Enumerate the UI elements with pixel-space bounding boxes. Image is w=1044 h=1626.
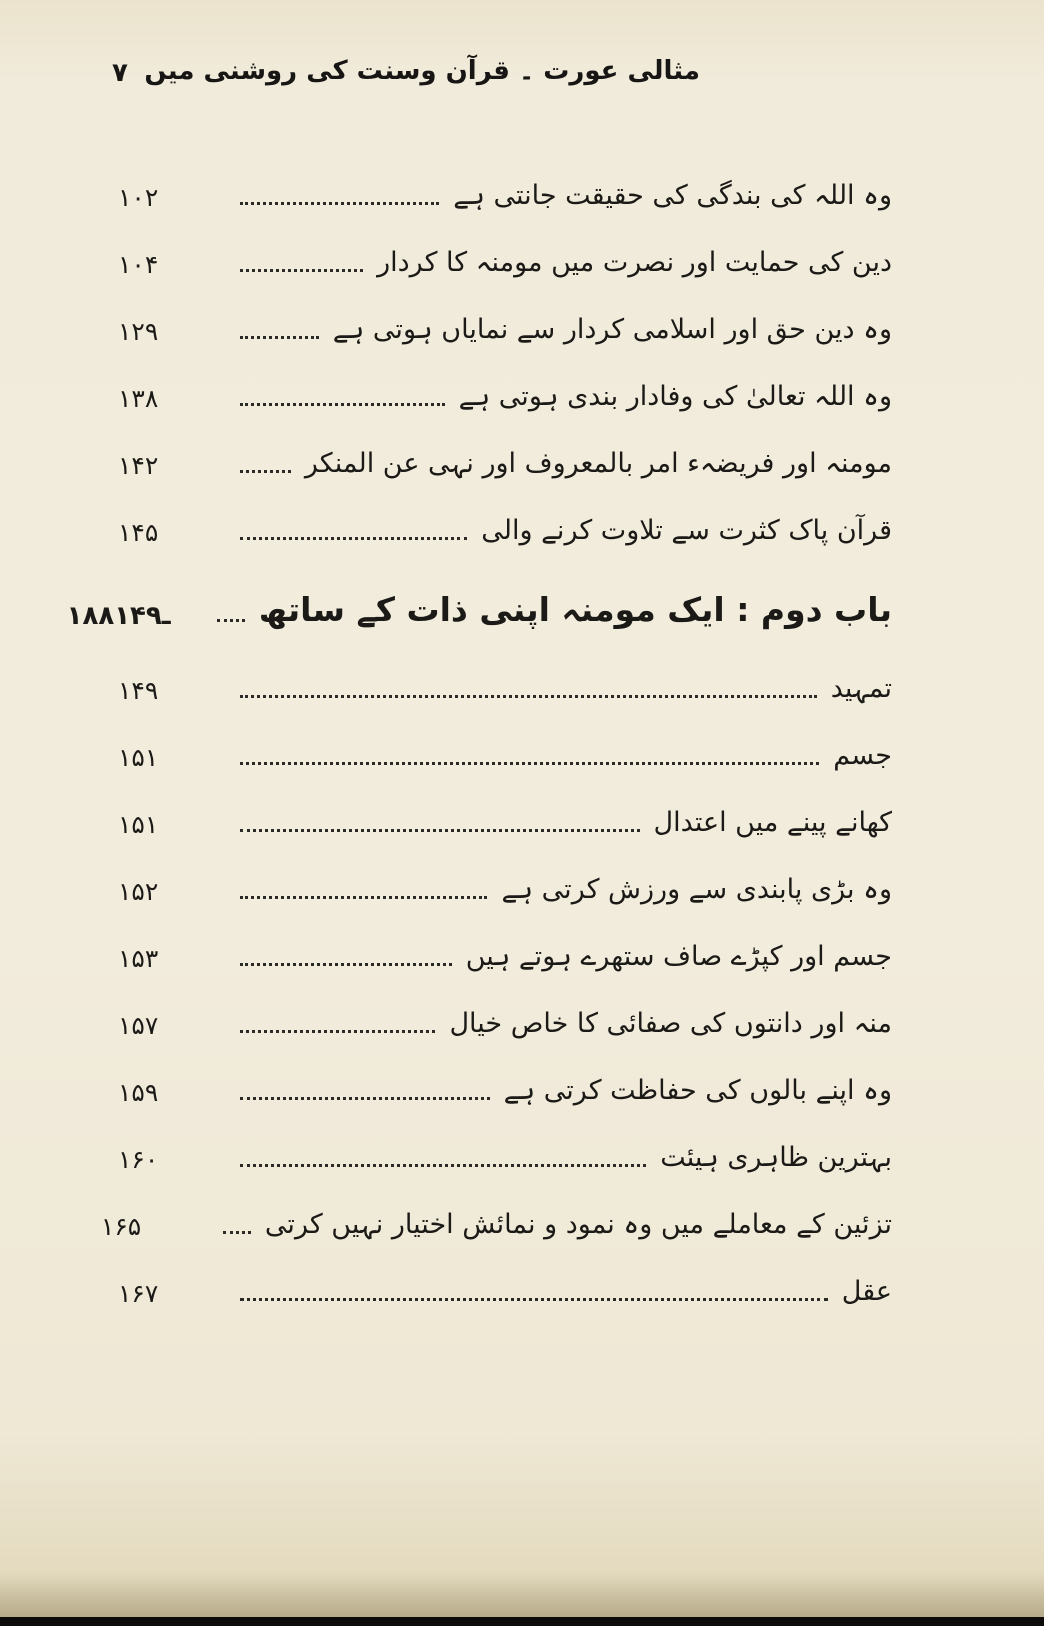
toc-list bbox=[66, 172, 892, 1335]
toc-row bbox=[118, 440, 892, 482]
toc-entry-title: منہ اور دانتوں کی صفائی کا خاص خیال bbox=[449, 1007, 892, 1039]
dotted-leader bbox=[240, 829, 640, 832]
toc-row bbox=[118, 507, 892, 549]
toc-entry-page: ۱۰۴ bbox=[118, 250, 159, 279]
dotted-leader bbox=[240, 1164, 646, 1167]
toc-row bbox=[118, 239, 892, 281]
toc-row bbox=[118, 866, 892, 908]
dotted-leader bbox=[240, 1097, 490, 1100]
toc-entry-page: ۱۶۷ bbox=[118, 1279, 159, 1308]
toc-entry-title: وہ اللہ تعالیٰ کی وفادار بندی ہوتی ہے bbox=[458, 380, 892, 412]
toc-entry-page: ۱۴۵ bbox=[118, 518, 159, 547]
toc-entry-title: تزئین کے معاملے میں وہ نمود و نمائش اختیار نہیں کرتی bbox=[264, 1208, 892, 1240]
dotted-leader bbox=[240, 963, 452, 966]
toc-entry-page: ۱۵۳ bbox=[118, 944, 159, 973]
toc-row bbox=[118, 306, 892, 348]
toc-entry-page: ۱۵۱ bbox=[118, 810, 159, 839]
toc-row bbox=[118, 1134, 892, 1176]
toc-entry-title: عقل bbox=[841, 1275, 892, 1307]
toc-entry-title: جسم bbox=[833, 739, 892, 771]
book-title: مثالی عورت ۔ قرآن وسنت کی روشنی میں bbox=[144, 56, 700, 86]
toc-entry-title: بہترین ظاہری ہیئت bbox=[660, 1141, 892, 1173]
toc-entry-title: وہ اپنے بالوں کی حفاظت کرتی ہے bbox=[503, 1074, 892, 1106]
toc-row bbox=[118, 1268, 892, 1310]
toc-entry-page: ۱۳۸ bbox=[118, 384, 159, 413]
toc-entry-page: ۱۵۷ bbox=[118, 1011, 159, 1040]
toc-entry-page: ۱۶۰ bbox=[118, 1145, 159, 1174]
dotted-leader bbox=[240, 269, 363, 272]
running-header bbox=[0, 56, 1044, 102]
toc-entry-title: وہ بڑی پابندی سے ورزش کرتی ہے bbox=[501, 873, 892, 905]
toc-entry-page: ۱۰۲ bbox=[118, 183, 159, 212]
toc-entry-title: باب دوم : ایک مومنہ اپنی ذات کے ساتھ bbox=[258, 590, 892, 630]
dotted-leader bbox=[240, 896, 487, 899]
toc-entry-title: جسم اور کپڑے صاف ستھرے ہوتے ہیں bbox=[465, 940, 892, 972]
dotted-leader bbox=[240, 470, 291, 473]
toc-entry-title: دین کی حمایت اور نصرت میں مومنہ کا کردار bbox=[377, 246, 892, 278]
toc-entry-page: ۱۴۹ bbox=[118, 676, 159, 705]
toc-row bbox=[66, 581, 892, 633]
toc-row bbox=[118, 172, 892, 214]
dotted-leader bbox=[240, 1030, 435, 1033]
toc-entry-page: ۱۲۹ bbox=[118, 317, 159, 346]
toc-row bbox=[118, 799, 892, 841]
toc-entry-title: وہ اللہ کی بندگی کی حقیقت جانتی ہے bbox=[453, 179, 892, 211]
dotted-leader bbox=[240, 762, 819, 765]
toc-entry-title: کھانے پینے میں اعتدال bbox=[653, 806, 892, 838]
toc-entry-page: ۱۸۸ـ۱۴۹ bbox=[66, 600, 171, 631]
page-number: ۷ bbox=[112, 58, 128, 88]
toc-entry-page: ۱۶۵ bbox=[100, 1212, 142, 1241]
toc-row bbox=[118, 665, 892, 707]
dotted-leader bbox=[240, 537, 467, 540]
scan-edge bbox=[0, 1617, 1044, 1626]
dotted-leader bbox=[240, 695, 817, 698]
toc-row bbox=[118, 933, 892, 975]
scan-shadow bbox=[0, 1571, 1044, 1617]
toc-entry-title: مومنہ اور فریضہء امر بالمعروف اور نہی عن المنکر bbox=[304, 447, 892, 479]
toc-entry-title: قرآن پاک کثرت سے تلاوت کرنے والی bbox=[481, 514, 892, 546]
toc-row bbox=[118, 732, 892, 774]
toc-entry-page: ۱۵۲ bbox=[118, 877, 159, 906]
dotted-leader bbox=[240, 202, 439, 205]
dotted-leader bbox=[223, 1231, 251, 1234]
dotted-leader bbox=[240, 336, 319, 339]
toc-entry-title: تمہید bbox=[830, 672, 892, 704]
toc-row bbox=[118, 373, 892, 415]
toc-entry-page: ۱۵۱ bbox=[118, 743, 159, 772]
toc-entry-page: ۱۴۲ bbox=[118, 451, 159, 480]
dotted-leader bbox=[240, 1298, 828, 1301]
toc-entry-title: وہ دین حق اور اسلامی کردار سے نمایاں ہوتی ہے bbox=[332, 313, 892, 345]
toc-entry-page: ۱۵۹ bbox=[118, 1078, 159, 1107]
toc-row bbox=[118, 1000, 892, 1042]
toc-row bbox=[118, 1067, 892, 1109]
toc-row bbox=[100, 1201, 892, 1243]
dotted-leader bbox=[240, 403, 445, 406]
dotted-leader bbox=[217, 619, 245, 622]
